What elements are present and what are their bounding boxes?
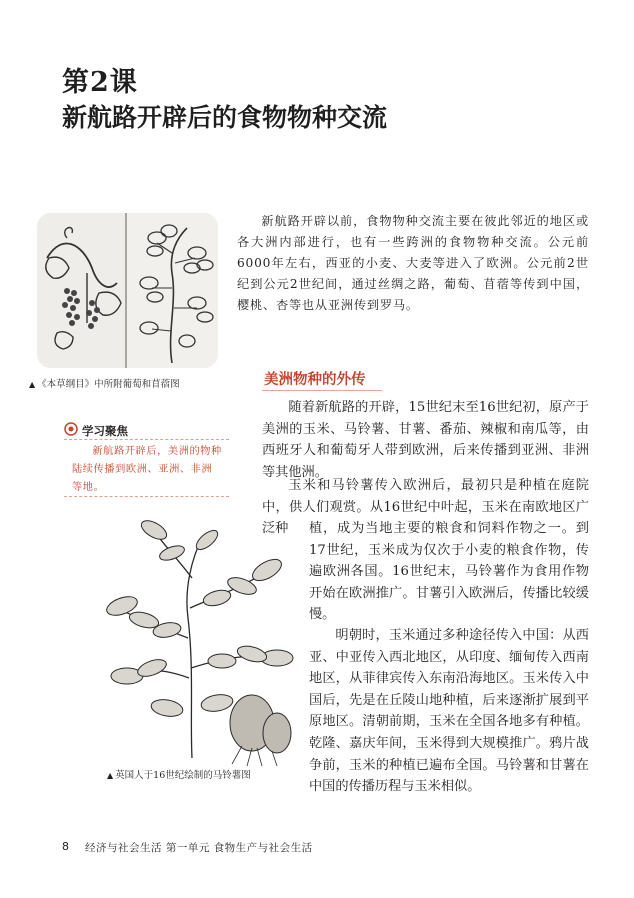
page-number: 8 [62, 840, 69, 853]
sidebar-divider [64, 439, 229, 440]
sidebar-bottom-divider [64, 496, 229, 497]
section-divider [262, 390, 382, 391]
botanical-drawing-icon [37, 213, 218, 368]
footer-running-title: 经济与社会生活 第一单元 食物生产与社会生活 [85, 842, 313, 854]
section-heading: 美洲物种的外传 [264, 371, 366, 388]
intro-paragraph: 新航路开辟以前，食物物种交流主要在彼此邻近的地区或各大洲内部进行，也有一些跨洲的食物物种交流。公元前6000年左右，西亚的小麦、大麦等进入了欧洲。公元前2世纪到公元2世纪间，通过丝绸之路，葡萄、苜蓿等传到中国，樱桃、杏等也从亚洲传到罗马。 [237, 214, 589, 312]
potato-plant-illustration [92, 518, 302, 768]
potato-plant-icon [92, 518, 302, 768]
grape-alfalfa-illustration [37, 213, 218, 368]
caption-marker: ▲ [107, 771, 114, 780]
figure1-caption [29, 376, 180, 390]
body-paragraph-1: 随着新航路的开辟，15世纪末至16世纪初，原产于美洲的玉米、马铃薯、甘薯、番茄、辣椒和南瓜等，由西班牙人和葡萄牙人带到欧洲，后来传播到亚洲、非洲等其他洲。 [262, 400, 589, 480]
lesson-title: 新航路开辟后的食物物种交流 [62, 103, 388, 132]
body-paragraph-2: 玉米和马铃薯传入欧洲后，最初只是种植在庭院中，供人们观赏。从16世纪中叶起，玉米在南欧地区广泛种 [262, 478, 589, 537]
lesson-number: 第2课 [62, 67, 138, 98]
figure1-caption-text: 《本草纲目》中所附葡萄和苜蓿图 [37, 379, 180, 390]
figure2-caption [107, 767, 251, 781]
body-paragraph-4: 明朝时，玉米通过多种途径传入中国：从西亚、中亚传入西北地区，从印度、缅甸传入西南地区，从菲律宾传入东南沿海地区。玉米传入中国后，先是在丘陵山地种植，后来逐渐扩展到平原地区。清朝前期，玉米在全国各地多有种植。乾隆、嘉庆年间，玉米得到大规模推广。鸦片战争前，玉米的种植已遍布全国。马铃薯和甘薯在中国的传播历程与玉米相似。 [309, 628, 589, 795]
caption-marker: ▲ [29, 380, 36, 389]
figure2-caption-text: 英国人于16世纪绘制的马铃薯图 [115, 770, 251, 781]
body-paragraph-3: 植，成为当地主要的粮食和饲料作物之一。到17世纪，玉米成为仅次于小麦的粮食作物，传遍欧洲各国。16世纪末，马铃薯作为食用作物开始在欧洲推广。甘薯引入欧洲后，传播比较缓慢。 [309, 521, 589, 623]
sidebar-title: 学习聚焦 [82, 424, 128, 438]
sidebar-text: 新航路开辟后，美洲的物种陆续传播到欧洲、亚洲、非洲等地。 [72, 446, 222, 493]
focus-icon [64, 422, 78, 436]
